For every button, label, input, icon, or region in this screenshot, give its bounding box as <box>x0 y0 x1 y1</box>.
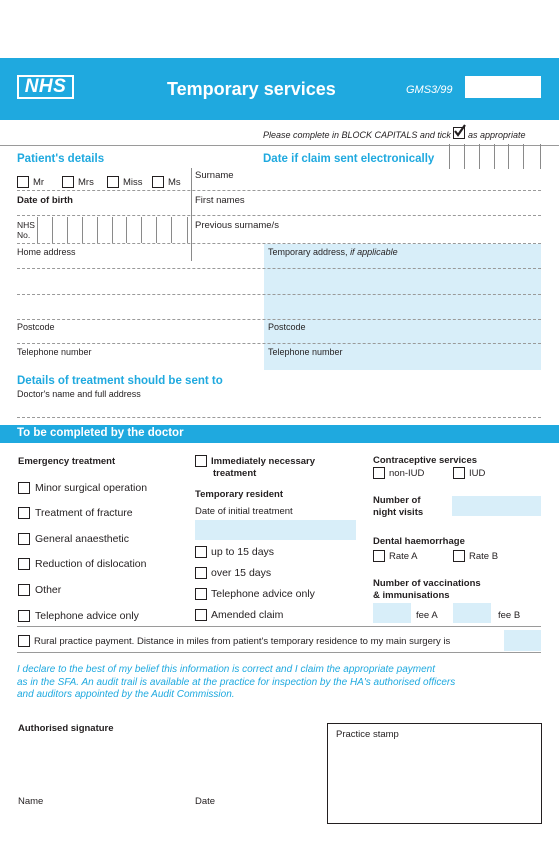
fee-a-field[interactable] <box>373 603 411 623</box>
over-15-checkbox[interactable] <box>195 567 207 579</box>
temp-resident-label: Temporary resident <box>195 489 283 500</box>
name-label: Name <box>18 796 44 807</box>
nhs-logo: NHS <box>17 75 74 99</box>
anaesthetic-label: General anaesthetic <box>35 533 129 545</box>
rural-label: Rural practice payment. Distance in miles from patient's temporary residence to my main surgery is <box>34 636 451 647</box>
temporary-address-label <box>268 247 398 257</box>
dislocation-checkbox[interactable] <box>18 558 30 570</box>
telephone-advice-mid-checkbox[interactable] <box>195 588 207 600</box>
tick-icon <box>453 127 465 139</box>
dob-label: Date of birth <box>17 195 73 206</box>
nhs-number-cells[interactable] <box>37 217 188 243</box>
night-visits-label <box>373 495 423 519</box>
nhs-no-label-1: NHS <box>17 220 35 230</box>
dash-line <box>17 190 541 191</box>
treatment-sent-heading: Details of treatment should be sent to <box>17 375 223 387</box>
practice-stamp-box[interactable] <box>327 723 542 824</box>
over-15-label: over 15 days <box>211 567 272 579</box>
dash-line <box>17 343 541 344</box>
nhs-no-label <box>17 220 35 240</box>
doctor-address-label: Doctor's name and full address <box>17 389 141 399</box>
title-mrs-label: Mrs <box>78 177 94 188</box>
title-miss-checkbox[interactable] <box>107 176 119 188</box>
declaration-line-1: I declare to the best of my belief this information is correct and I claim the appropriate payment <box>17 664 435 675</box>
dash-line <box>17 215 541 216</box>
up-to-15-label: up to 15 days <box>211 546 275 558</box>
title-ms-checkbox[interactable] <box>152 176 164 188</box>
rate-b-checkbox[interactable] <box>453 550 465 562</box>
instructions-text-after: as appropriate <box>467 130 526 140</box>
temporary-address-suffix: if applicable <box>350 247 398 257</box>
non-iud-label: non-IUD <box>389 468 425 479</box>
telephone-advice-left-checkbox[interactable] <box>18 610 30 622</box>
title-mrs-checkbox[interactable] <box>62 176 74 188</box>
divider <box>17 626 541 627</box>
fracture-checkbox[interactable] <box>18 507 30 519</box>
telephone-advice-left-label: Telephone advice only <box>35 610 139 622</box>
telephone-left-label: Telephone number <box>17 347 92 357</box>
dash-line <box>17 294 541 295</box>
postcode-left-label: Postcode <box>17 322 55 332</box>
date-initial-label: Date of initial treatment <box>195 506 293 517</box>
telephone-advice-mid-label: Telephone advice only <box>211 588 315 600</box>
rate-a-checkbox[interactable] <box>373 550 385 562</box>
vaccinations-label <box>373 578 481 602</box>
title-mr-checkbox[interactable] <box>17 176 29 188</box>
divider <box>17 652 541 653</box>
claim-date-cells[interactable] <box>449 144 541 169</box>
emergency-label: Emergency treatment <box>18 456 116 467</box>
claim-date-label: Date if claim sent electronically <box>263 153 435 165</box>
surname-label: Surname <box>195 170 234 181</box>
dash-line <box>17 319 541 320</box>
dental-label: Dental haemorrhage <box>373 536 465 547</box>
non-iud-checkbox[interactable] <box>373 467 385 479</box>
amended-claim-label: Amended claim <box>211 609 284 621</box>
nhs-no-label-2: No. <box>17 230 31 240</box>
immediate-checkbox[interactable] <box>195 455 207 467</box>
night-visits-field[interactable] <box>452 496 541 516</box>
previous-surnames-label: Previous surname/s <box>195 220 279 231</box>
night-visits-label-1: Number of <box>373 495 421 506</box>
contraceptive-label: Contraceptive services <box>373 455 478 466</box>
temporary-address-text: Temporary address, <box>268 247 348 257</box>
patient-details-heading: Patient's details <box>17 153 105 165</box>
up-to-15-checkbox[interactable] <box>195 546 207 558</box>
minor-surgical-label: Minor surgical operation <box>35 482 148 494</box>
dash-line <box>17 417 541 418</box>
immediate-label-2: treatment <box>213 467 257 479</box>
title-miss-label: Miss <box>123 177 143 188</box>
iud-label: IUD <box>469 468 486 479</box>
dislocation-label: Reduction of dislocation <box>35 558 147 570</box>
telephone-right-label: Telephone number <box>268 347 343 357</box>
night-visits-label-2: night visits <box>373 507 424 518</box>
vaccinations-label-2: & immunisations <box>373 590 450 601</box>
declaration <box>17 664 537 702</box>
rural-distance-field[interactable] <box>504 630 541 651</box>
other-label: Other <box>35 584 62 596</box>
instructions-text: Please complete in BLOCK CAPITALS and tick <box>263 130 451 140</box>
fracture-label: Treatment of fracture <box>35 507 133 519</box>
minor-surgical-checkbox[interactable] <box>18 482 30 494</box>
dash-line <box>17 268 541 269</box>
fee-b-field[interactable] <box>453 603 491 623</box>
rate-a-label: Rate A <box>389 551 418 562</box>
postcode-right-label: Postcode <box>268 322 306 332</box>
form-code: GMS3/99 <box>406 84 453 96</box>
date-label: Date <box>195 796 216 807</box>
doctor-section-bar <box>0 425 559 443</box>
instructions <box>263 126 526 140</box>
immediate-label <box>211 456 315 479</box>
date-initial-field[interactable] <box>195 520 356 540</box>
signature-label: Authorised signature <box>18 723 114 734</box>
fee-b-label: fee B <box>498 610 521 621</box>
title-ms-label: Ms <box>168 177 181 188</box>
fee-a-label: fee A <box>416 610 438 621</box>
form-title: Temporary services <box>167 79 336 99</box>
vaccinations-label-1: Number of vaccinations <box>373 578 481 589</box>
rural-checkbox[interactable] <box>18 635 30 647</box>
declaration-line-3: and auditors appointed by the Audit Commission. <box>17 689 235 700</box>
iud-checkbox[interactable] <box>453 467 465 479</box>
rate-b-label: Rate B <box>469 551 499 562</box>
immediate-label-1: Immediately necessary <box>211 456 316 467</box>
title-mr-label: Mr <box>33 177 45 188</box>
first-names-label: First names <box>195 195 245 206</box>
declaration-line-2: as in the SFA. An audit trail is available at the practice for inspection by the HA's authorised officers <box>17 676 456 688</box>
other-checkbox[interactable] <box>18 584 30 596</box>
home-address-label: Home address <box>17 247 76 257</box>
amended-claim-checkbox[interactable] <box>195 609 207 621</box>
practice-stamp-label: Practice stamp <box>336 729 399 740</box>
doctor-section-title: To be completed by the doctor <box>17 427 184 439</box>
anaesthetic-checkbox[interactable] <box>18 533 30 545</box>
form-code-box[interactable] <box>465 76 541 98</box>
